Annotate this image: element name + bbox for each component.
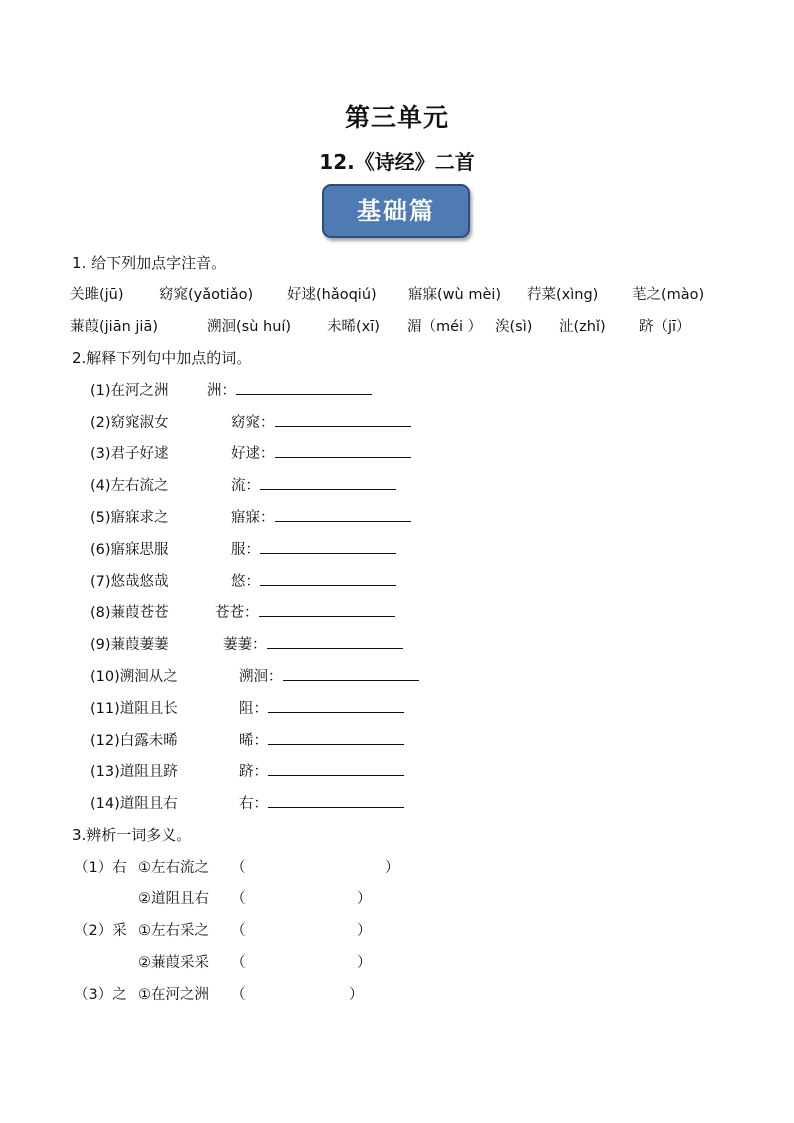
q2-word: 悠： [231,570,396,591]
q2-sentence: (4)左右流之 [90,478,169,494]
q3-paren-open: （ [231,860,246,876]
q2-sentence: (1)在河之洲 [90,383,169,399]
answer-blank[interactable] [260,539,396,554]
q3-paren-close: ） [357,955,372,971]
q2-word: 苍苍： [215,601,395,622]
q3-paren-close: ） [385,860,400,876]
q1-prompt: 1. 给下列加点字注音。 [72,254,227,272]
pinyin-item: 溯洄(sù huí) [207,319,292,335]
q2-sentence: (8)蒹葭苍苍 [90,605,169,621]
q2-sentence: (14)道阻且右 [90,796,178,812]
q3-group-label: （1）右 [74,860,127,876]
q3-item: ①左右流之 [138,860,209,876]
lesson-title: 12.《诗经》二首 [319,150,475,174]
q3-item: ②蒹葭采采 [138,955,209,971]
pinyin-item: 芼之(mào) [632,287,705,303]
answer-blank[interactable] [268,730,404,745]
pinyin-item: 蒹葭(jiān jiā) [70,319,158,335]
q3-item: ①在河之洲 [138,987,209,1003]
answer-blank[interactable] [236,380,372,395]
q2-word: 右： [239,792,404,813]
pinyin-item: 关雎(jū) [70,287,124,303]
q2-word: 洲： [207,379,372,400]
q3-paren-open: （ [231,891,246,907]
q2-sentence: (5)寤寐求之 [90,510,169,526]
q2-prompt: 2.解释下列句中加点的词。 [72,349,252,367]
q2-sentence: (11)道阻且长 [90,701,178,717]
answer-blank[interactable] [275,443,411,458]
q2-word: 阻： [239,697,404,718]
answer-blank[interactable] [268,761,404,776]
pinyin-item: 荇菜(xìng) [527,287,599,303]
pinyin-item: 湄（méi ） [407,319,483,335]
pinyin-item: 好逑(hǎoqiú) [287,287,377,303]
section-badge: 基础篇 [322,184,470,238]
pinyin-item: 窈窕(yǎotiǎo) [159,287,254,303]
q3-item: ①左右采之 [138,923,209,939]
q3-item: ②道阻且右 [138,891,209,907]
q2-word: 寤寐： [231,506,411,527]
q2-word: 跻： [239,760,404,781]
pinyin-item: 沚(zhǐ) [559,319,606,335]
page-title: 第三单元 [344,103,449,132]
q3-paren-close: ） [357,923,372,939]
q2-word: 萋萋： [223,633,403,654]
answer-blank[interactable] [275,412,411,427]
q3-group-label: （2）采 [74,923,127,939]
pinyin-item: 跻（jī） [639,319,691,335]
q2-word: 服： [231,538,396,559]
q2-sentence: (7)悠哉悠哉 [90,574,169,590]
answer-blank[interactable] [260,571,396,586]
answer-blank[interactable] [268,698,404,713]
q2-sentence: (13)道阻且跻 [90,764,178,780]
answer-blank[interactable] [259,602,395,617]
answer-blank[interactable] [260,475,396,490]
q2-sentence: (10)溯洄从之 [90,669,178,685]
answer-blank[interactable] [275,507,411,522]
pinyin-item: 寤寐(wù mèi) [408,287,502,303]
answer-blank[interactable] [283,666,419,681]
q3-paren-open: （ [231,923,246,939]
q3-group-label: （3）之 [74,987,127,1003]
q2-sentence: (12)白露未晞 [90,733,178,749]
pinyin-item: 未晞(xī) [327,319,380,335]
answer-blank[interactable] [268,793,404,808]
q3-prompt: 3.辨析一词多义。 [72,826,192,844]
q3-paren-close: ） [349,987,364,1003]
pinyin-item: 涘(sì) [495,319,533,335]
q2-word: 晞： [239,729,404,750]
q3-paren-open: （ [231,987,246,1003]
answer-blank[interactable] [267,634,403,649]
q2-sentence: (6)寤寐思服 [90,542,169,558]
q2-sentence: (9)蒹葭萋萋 [90,637,169,653]
q2-word: 好逑： [231,442,411,463]
q2-sentence: (2)窈窕淑女 [90,415,169,431]
q2-sentence: (3)君子好逑 [90,446,169,462]
q2-word: 流： [231,474,396,495]
q3-paren-close: ） [357,891,372,907]
q2-word: 溯洄： [239,665,419,686]
q3-paren-open: （ [231,955,246,971]
q2-word: 窈窕： [231,411,411,432]
